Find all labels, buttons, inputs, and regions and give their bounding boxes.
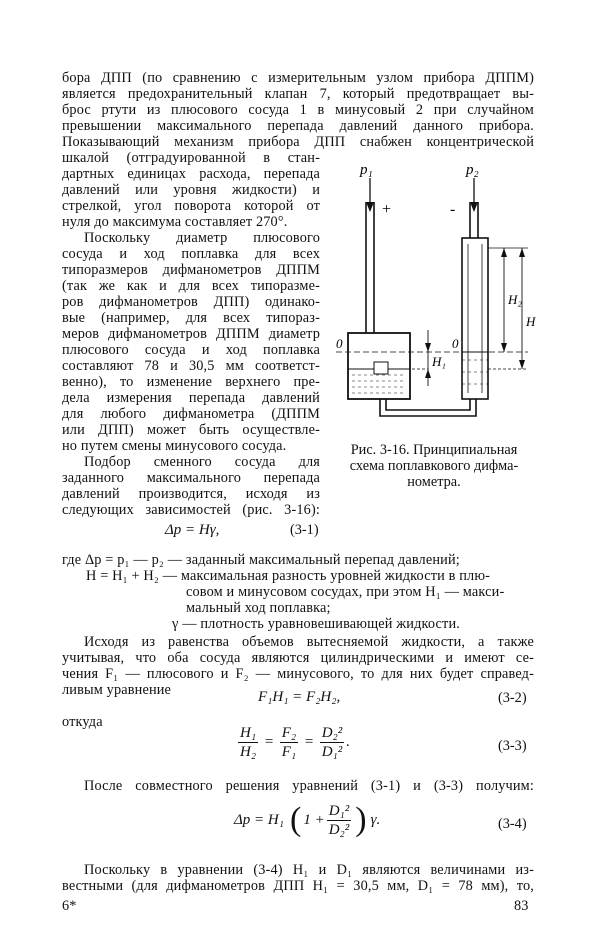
label-h2: H₂: [508, 292, 522, 307]
text-line: следующих зависимостей (рис. 3-16):: [62, 502, 320, 518]
text-line: вые (например, для всех типораз-: [62, 310, 320, 326]
definition-line: мальный ход поплавка;: [186, 600, 331, 616]
label-zero-left: 0: [336, 336, 343, 351]
equation-3-2: F₁H₁ = F₂H₂,: [258, 689, 341, 705]
float-manometer-diagram: [328, 150, 540, 440]
equation-number: (3-1): [290, 522, 319, 538]
text-line: ров дифманометров ДПП) одинако-: [62, 294, 320, 310]
text-line: бора ДПП (по сравнению с измерительным узлом прибора ДППМ): [62, 70, 534, 86]
fraction: $\frac{\text{H₁}}{\text{H₂}}$: [240, 725, 257, 760]
text-line: составляют 78 и 30,5 мм соответст-: [62, 358, 320, 374]
text-line: дартных единицах расхода, перепада: [62, 166, 320, 182]
equation-3-4: Δp = H₁ ( 1 + $\frac{\text{D₁²}}{\text{D₂²}}$ ) γ.: [234, 801, 381, 838]
text-line: является предохранительный клапан 7, который предотвращает вы-: [62, 86, 534, 102]
text-line: плюсового сосуда и ход поплавка: [62, 342, 320, 358]
text-line: Поскольку в уравнении (3-4) H₁ и D₁ являются величинами из-: [84, 862, 534, 878]
caption-line: нометра.: [407, 474, 461, 490]
text-line: (так же как и для всех типоразме-: [62, 278, 320, 294]
fraction: $\frac{\text{D₁²}}{\text{D₂²}}$: [328, 802, 350, 838]
text-line: шкалой (отградуированной в стан-: [62, 150, 320, 166]
text-line: чения F₁ — плюсового и F₂ — минусового, то для них будет справед-: [62, 666, 534, 682]
text-line: ливым уравнение: [62, 682, 172, 698]
text-line: вестными (для дифманометров ДПП H₁ = 30,5 мм, D₁ = 78 мм), то,: [62, 878, 534, 894]
text-line: учитывая, что оба сосуда являются цилиндрическими и имеют се-: [62, 650, 534, 666]
label-p1: p₁: [360, 162, 373, 178]
text-line: Поскольку диаметр плюсового: [84, 230, 320, 246]
text-line: но путем смены минусового сосуда.: [62, 438, 287, 454]
text-line: заданного максимального перепада: [62, 470, 320, 486]
page-number: 83: [514, 898, 529, 914]
definition-line: H = H₁ + H₂ — максимальная разность уровней жидкости в плю-: [86, 568, 491, 584]
text-line: Показывающий механизм прибора ДПП снабжен концентрической: [62, 134, 534, 150]
definition-line: где Δp = p₁ — p₂ — заданный максимальный перепад давлений;: [62, 552, 460, 568]
text-line: нуля до максимума составляет 270°.: [62, 214, 288, 230]
fraction: $\frac{\text{D₂²}}{\text{D₁²}}$: [321, 725, 343, 760]
text-line: откуда: [62, 714, 103, 730]
figure-caption: [328, 442, 540, 490]
text-line: сосуда и ход поплавка для всех: [62, 246, 320, 262]
definition-line: γ — плотность уравновешивающей жидкости.: [172, 616, 460, 632]
text-line: превышении максимального перепада давлений данного прибора.: [62, 118, 534, 134]
text-line: для любого дифманометра (ДППМ: [62, 406, 320, 422]
label-minus: -: [450, 201, 456, 218]
equation-3-3: $\frac{\text{H₁}}{\text{H₂}}$ = $\frac{\text{F₂}}{\text{F₁}}$ = $\frac{\text{D₂²}}{\text{D₁²}}$ .: [240, 725, 350, 760]
text-line: или ДПП) может быть осуществле-: [62, 422, 320, 438]
text-line: стрелкой, угол поворота которой от: [62, 198, 320, 214]
caption-line: Рис. 3-16. Принципиальная: [350, 442, 518, 458]
text-line: давлений или уровня жидкости) и: [62, 182, 320, 198]
label-plus: +: [382, 201, 392, 218]
text-line: давлений производится, исходя из: [62, 486, 320, 502]
definition-line: совом и минусовом сосудах, при этом H₁ — макси-: [186, 584, 505, 600]
caption-line: схема поплавкового дифма-: [349, 458, 519, 474]
label-h: H: [526, 314, 536, 329]
text-line: брос ртути из плюсового сосуда 1 в минусовый 2 при случайном: [62, 102, 534, 118]
text-line: После совместного решения уравнений (3-1) и (3-3) получим:: [84, 778, 534, 794]
equation-number: (3-4): [498, 816, 527, 832]
equation-number: (3-3): [498, 738, 527, 754]
text-line: типоразмеров дифманометров ДППМ: [62, 262, 320, 278]
text-line: Исходя из равенства объемов вытесняемой жидкости, а также: [84, 634, 534, 650]
text-line: меров дифманометров ДППМ диаметр: [62, 326, 320, 342]
text-line: венно), то изменение верхнего пре-: [62, 374, 320, 390]
signature-mark: 6*: [62, 898, 77, 914]
fraction: $\frac{\text{F₂}}{\text{F₁}}$: [281, 725, 297, 760]
label-h1: H₁: [432, 354, 446, 369]
equation-number: (3-2): [498, 690, 527, 706]
text-line: дела измерения перепада давлений: [62, 390, 320, 406]
equation-3-1: Δp = Hγ,: [165, 522, 220, 538]
label-zero-right: 0: [452, 336, 459, 351]
label-p2: p₂: [466, 162, 479, 178]
text-line: Подбор сменного сосуда для: [84, 454, 320, 470]
